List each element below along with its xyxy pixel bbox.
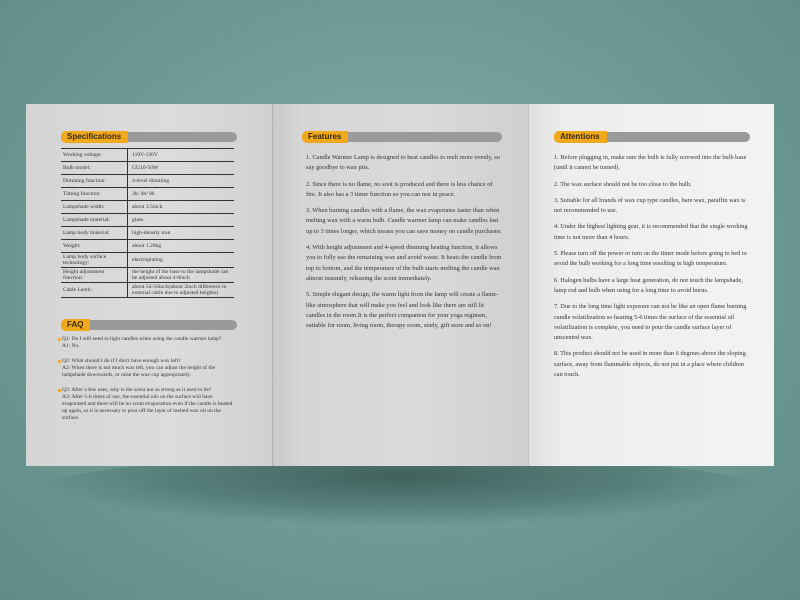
- faq-answer: A1: No.: [62, 343, 80, 349]
- spec-row: [61, 268, 234, 283]
- spec-row: [61, 201, 234, 214]
- bullet-dot-icon: [58, 360, 61, 363]
- spec-value: GU10-50W: [128, 162, 235, 175]
- spec-label: Weight:: [61, 240, 128, 253]
- faq-question: Q1: Do I still need to light candles when using the candle warmer lamp?: [62, 336, 222, 342]
- spec-row: [61, 162, 234, 175]
- spec-value: about 1.28kg: [128, 240, 235, 253]
- features-title: Features: [302, 131, 348, 143]
- faq-answer: A3: After 5-6 times of use, the essential oils on the surface will have evaporated and there will be no scent evaporation even if the candle is heated up again, so it is necessary to pour off the layer of melted wax oil on the surface.: [62, 394, 233, 421]
- spec-value: the height of the base to the lampshade can be adjusted about 4-8inch: [128, 268, 235, 283]
- spec-label: Height adjustment function:: [61, 268, 128, 283]
- spec-row: [61, 227, 234, 240]
- attention-paragraph: 4. Under the highest lighting gear, it is recommended that the single working time is not more than 4 hours.: [554, 223, 748, 241]
- spec-label: Cable Lenth :: [61, 283, 128, 298]
- spec-label: Working voltage:: [61, 149, 128, 162]
- faq-answer: A2: When there is not much wax left, you can adjust the height of the lampshade downwards, or raise the wax cup appropriately.: [62, 365, 216, 378]
- attention-paragraph: 7. Due to the long time light exposure can not be like an open flame burning candle volatilization so heating 5-6 times the surface of the essential oil volatilization is complete, you need to pour the candle surface layer of unscented wax.: [554, 303, 747, 342]
- bullet-dot-icon: [58, 338, 61, 341]
- spec-row: [61, 214, 234, 227]
- spec-row: [61, 240, 234, 253]
- specifications-header: [61, 132, 237, 142]
- spec-value: about 3.5inch: [128, 201, 235, 214]
- specifications-title: Specifications: [61, 131, 128, 143]
- spec-label: Lamp body surface technology:: [61, 253, 128, 268]
- spec-row: [61, 253, 234, 268]
- attention-paragraph: 6. Halogen bulbs have a large heat generation, do not touch the lampshade, lamp rod and bulb when using for a long time to avoid burns.: [554, 276, 743, 294]
- feature-paragraph: 2. Since there is no flame, no soot is produced and there is less chance of fire. It also has a 3 timer function so you can rest in peace.: [306, 180, 493, 198]
- attention-paragraph: 3. Suitable for all brands of wax cup type candles, bare wax, paraffin wax is not recommended to use.: [554, 196, 746, 215]
- faq-item: [58, 336, 238, 350]
- fold-line-left: [272, 104, 273, 466]
- spec-value: glass: [128, 214, 235, 227]
- spec-row: [61, 283, 234, 298]
- panel-features: [272, 104, 528, 466]
- feature-paragraph: 5. Simple elegant design, the warm light from the lamp will create a flame-like atmosphere that will make you feel and look like there are still lit candles in the room.It is the perfect companion for your yoga regimen, suitable for room, living room, therapy room, study, gift store and so on!: [306, 291, 499, 330]
- feature-paragraph: 4. With height adjustment and 4-speed dimming heating function, it allows you to fully use the remaining wax and avoid waste. It heats the candle from top to bottom, and the temperature of the bulb starts melting the candle wax almost instantly, releasing the scent immediately.: [306, 244, 502, 282]
- spec-value: electroplating: [128, 253, 235, 268]
- attention-paragraph: 2. The wax surface should not be too close to the bulb.: [554, 180, 692, 188]
- attention-paragraph: 8. This product should not be used in more than 6 degrees above the sloping surface, away from flammable objects, do not put in a place where children can touch.: [554, 350, 746, 379]
- spec-row: [61, 149, 234, 162]
- faq-title: FAQ: [61, 319, 90, 331]
- feature-paragraph: 3. When burning candles with a flame, the wax evaporates faster than when melting wax with a warm bulb. Candle warmer lamp can make candles last up to 3 times longer, which means you can save money on candle purchases.: [306, 207, 502, 235]
- attention-paragraph: 1. Before plugging in, make sure the bulb is fully screwed into the bulb base (until it cannot be turned).: [554, 154, 747, 172]
- features-text: [306, 153, 502, 337]
- specifications-table: [61, 148, 234, 298]
- spec-value: 4-level dimming: [128, 175, 235, 188]
- spec-value: about 54-56inch(about 2inch difference in external cable due to adjusted heights): [128, 283, 235, 298]
- attentions-title: Attentions: [554, 131, 607, 143]
- faq-item: [58, 358, 238, 379]
- attention-paragraph: 5. Please turn off the power or turn on the timer mode before going to bed to avoid the bulb working for a long time resulting in high temperature.: [554, 250, 747, 268]
- spec-label: Lampshade width:: [61, 201, 128, 214]
- faq-question: Q3: After a few uses, why is the scent not as strong as it used to be?: [62, 387, 212, 393]
- faq-header: [61, 320, 237, 330]
- faq-item: [58, 387, 238, 422]
- feature-paragraph: 1. Candle Warmer Lamp is designed to heat candles to melt more evenly, so say goodbye to wax pits.: [306, 154, 500, 172]
- faq-question: Q2: What should I do if I don't have enough wax left?: [62, 358, 181, 364]
- features-header: [302, 132, 502, 142]
- panel-specifications: [26, 104, 272, 466]
- spec-value: 110V-120V: [128, 149, 235, 162]
- trifold-brochure: [26, 104, 774, 466]
- spec-value: 2h/ 4h/ 8h: [128, 188, 235, 201]
- spec-label: Bulb model:: [61, 162, 128, 175]
- spec-label: Lamp body material:: [61, 227, 128, 240]
- spec-row: [61, 175, 234, 188]
- fold-line-right: [528, 104, 529, 466]
- spec-label: Timing function:: [61, 188, 128, 201]
- faq-list: [58, 336, 238, 430]
- panel-attentions: [528, 104, 774, 466]
- attentions-text: [554, 153, 754, 386]
- bullet-dot-icon: [58, 389, 61, 392]
- spec-value: high-density iron: [128, 227, 235, 240]
- attentions-header: [554, 132, 750, 142]
- spec-label: Lampshade material:: [61, 214, 128, 227]
- spec-label: Dimming function:: [61, 175, 128, 188]
- spec-row: [61, 188, 234, 201]
